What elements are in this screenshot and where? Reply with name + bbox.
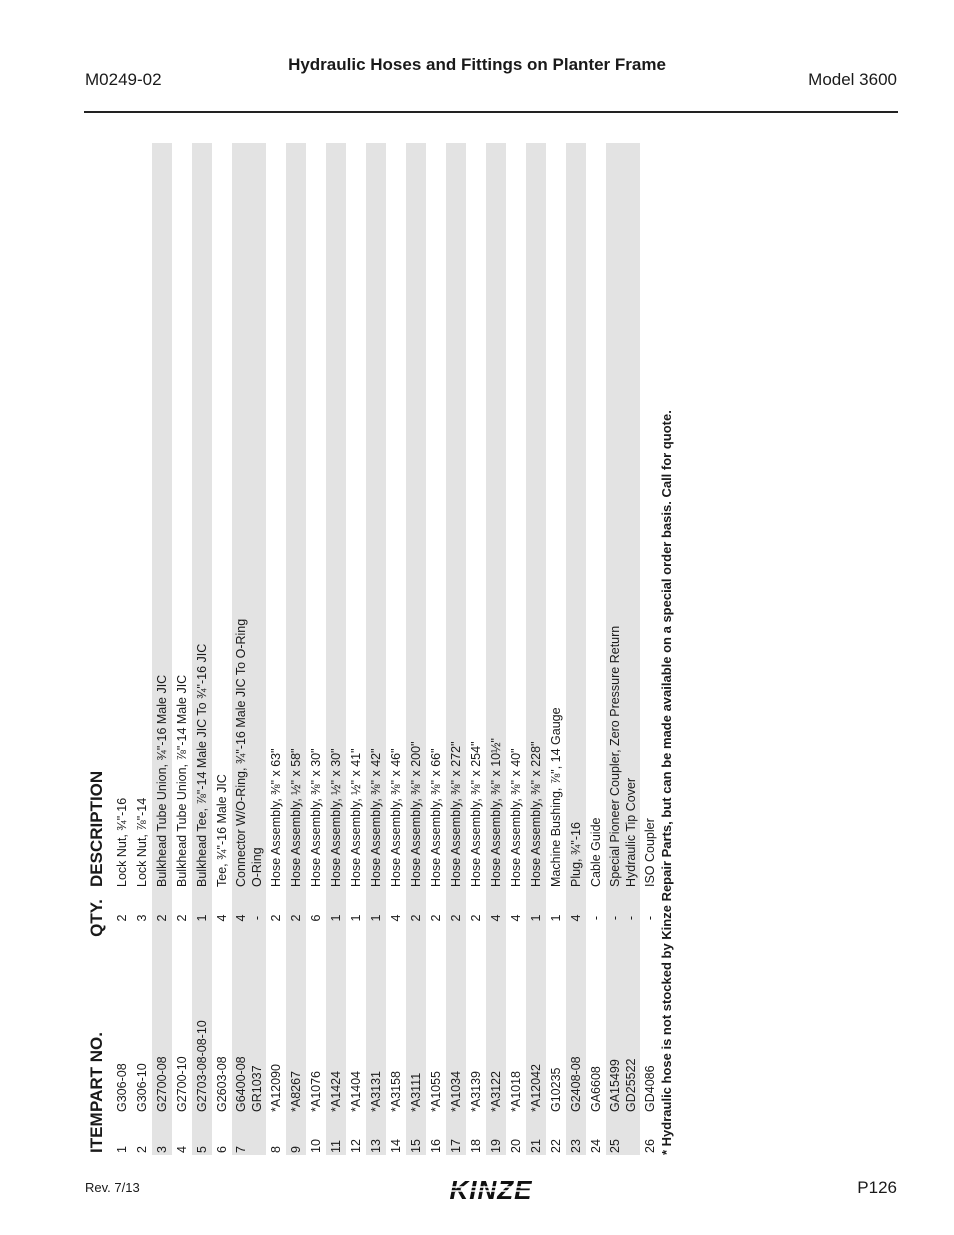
table-row xyxy=(232,143,266,1155)
description-cell: Hose Assembly, ⅜" x 63" xyxy=(269,748,283,887)
column-header-qty: QTY. xyxy=(87,899,106,937)
quantity-cell: 4 xyxy=(389,914,403,922)
part-number-cell: G2700-10 xyxy=(175,1056,189,1112)
part-number-cell: G10235 xyxy=(549,1067,563,1112)
part-number-cell: GD4086 xyxy=(643,1065,657,1112)
quantity-cell-line-1: 4 xyxy=(234,914,248,922)
description-cell: Bulkhead Tube Union, ⅞"-14 Male JIC xyxy=(175,674,189,887)
item-cell: 5 xyxy=(195,1146,209,1153)
description-cell: Hose Assembly, ⅜" x 46" xyxy=(389,748,403,887)
description-cell: Hose Assembly, ½" x 41" xyxy=(349,748,363,887)
quantity-cell: 1 xyxy=(549,914,563,922)
column-header-part-no: PART NO. xyxy=(87,1032,106,1112)
part-number-cell: *A1404 xyxy=(349,1070,363,1112)
part-number-cell: *A12090 xyxy=(269,1064,283,1112)
table-row xyxy=(366,143,386,1155)
table-row xyxy=(446,143,466,1155)
part-number-cell-line-1: GA15499 xyxy=(608,1059,622,1112)
quantity-cell: 1 xyxy=(529,914,543,922)
quantity-cell-line-2: - xyxy=(250,915,264,921)
quantity-cell: 4 xyxy=(569,914,583,922)
quantity-cell: 2 xyxy=(155,914,169,922)
table-row xyxy=(526,143,546,1155)
part-number-cell: G306-10 xyxy=(135,1063,149,1112)
table-row xyxy=(506,143,526,1155)
table-row xyxy=(132,143,152,1155)
part-number-cell: *A1034 xyxy=(449,1070,463,1112)
header-divider xyxy=(84,111,898,113)
table-row xyxy=(306,143,326,1155)
table-row xyxy=(192,143,212,1155)
quantity-cell-line-1: - xyxy=(608,915,622,921)
item-cell: 14 xyxy=(389,1139,403,1153)
item-cell: 16 xyxy=(429,1139,443,1153)
part-number-cell: *A1424 xyxy=(329,1070,343,1112)
column-header-description: DESCRIPTION xyxy=(87,770,106,887)
quantity-cell: 2 xyxy=(269,914,283,922)
table-row xyxy=(586,143,606,1155)
description-cell xyxy=(607,626,639,887)
item-cell: 7 xyxy=(234,1146,248,1153)
description-cell: Hose Assembly, ½" x 30" xyxy=(329,748,343,887)
quantity-cell: 3 xyxy=(135,914,149,922)
item-cell: 23 xyxy=(569,1139,583,1153)
description-cell-line-1: Connector W/O-Ring, ¾"-16 Male JIC To O-Ring xyxy=(234,618,248,887)
column-header-item: ITEM xyxy=(87,1112,106,1153)
description-cell: Hose Assembly, ⅜" x 228" xyxy=(529,741,543,887)
table-row xyxy=(286,143,306,1155)
quantity-cell xyxy=(233,891,265,945)
table-row xyxy=(406,143,426,1155)
description-cell xyxy=(233,619,265,887)
page-number: P126 xyxy=(857,1178,897,1197)
item-cell: 9 xyxy=(289,1146,303,1153)
item-cell: 12 xyxy=(349,1139,363,1153)
description-cell: Hose Assembly, ½" x 58" xyxy=(289,748,303,887)
part-number-cell: *A3158 xyxy=(389,1070,403,1112)
description-cell: Machine Bushing, ⅞", 14 Gauge xyxy=(549,707,563,887)
quantity-cell: 4 xyxy=(215,914,229,922)
table-row xyxy=(386,143,406,1155)
part-number-cell: *A1076 xyxy=(309,1070,323,1112)
table-row xyxy=(326,143,346,1155)
table-row xyxy=(546,143,566,1155)
item-cell: 17 xyxy=(449,1139,463,1153)
item-cell: 15 xyxy=(409,1139,423,1153)
table-row xyxy=(426,143,446,1155)
logo-text: KINZE xyxy=(449,1175,533,1205)
quantity-cell: 4 xyxy=(489,914,503,922)
quantity-cell: - xyxy=(643,915,657,921)
part-number-cell: G2700-08 xyxy=(155,1056,169,1112)
description-cell: Lock Nut, ⅞"-14 xyxy=(135,797,149,887)
part-number-cell: G2603-08 xyxy=(215,1056,229,1112)
description-cell: Tee, ¾"-16 Male JIC xyxy=(215,774,229,887)
part-number-cell xyxy=(233,1056,265,1112)
quantity-cell: 1 xyxy=(349,914,363,922)
part-number-cell: *A3122 xyxy=(489,1070,503,1112)
table-row xyxy=(486,143,506,1155)
item-cell: 6 xyxy=(215,1146,229,1153)
description-cell-line-2: Hydraulic Tip Cover xyxy=(624,777,638,887)
part-number-cell: *A8267 xyxy=(289,1070,303,1112)
item-cell: 20 xyxy=(509,1139,523,1153)
part-number-cell: *A3139 xyxy=(469,1070,483,1112)
revision-date: Rev. 7/13 xyxy=(85,1180,140,1195)
description-cell: Lock Nut, ¾"-16 xyxy=(115,797,129,887)
part-number-cell: *A12042 xyxy=(529,1064,543,1112)
description-cell: Hose Assembly, ⅜" x 30" xyxy=(309,748,323,887)
item-cell: 25 xyxy=(608,1139,622,1153)
description-cell: Hose Assembly, ⅜" x 272" xyxy=(449,741,463,887)
description-cell: Hose Assembly, ⅜" x 254" xyxy=(469,741,483,887)
item-cell: 13 xyxy=(369,1139,383,1153)
quantity-cell: 2 xyxy=(289,914,303,922)
quantity-cell: 1 xyxy=(195,914,209,922)
table-row xyxy=(212,143,232,1155)
description-cell: Hose Assembly, ⅜" x 200" xyxy=(409,741,423,887)
page-title: Hydraulic Hoses and Fittings on Planter Frame xyxy=(288,55,666,74)
part-number-cell: G306-08 xyxy=(115,1063,129,1112)
table-header-row xyxy=(85,143,109,1155)
part-number-cell-line-2: GR1037 xyxy=(250,1065,264,1112)
footnote: * Hydraulic hose is not stocked by Kinze Repair Parts, but can be made available on a special order basis. Call for quote. xyxy=(659,410,674,1155)
description-cell: Cable Guide xyxy=(589,817,603,887)
description-cell: Plug, ¾"-16 xyxy=(569,822,583,887)
part-number-cell: GA6608 xyxy=(589,1066,603,1112)
document-number: M0249-02 xyxy=(85,70,162,89)
part-number-cell-line-2: GD25522 xyxy=(624,1058,638,1112)
table-row xyxy=(112,143,132,1155)
kinze-logo xyxy=(430,1173,552,1207)
part-number-cell xyxy=(607,1058,639,1112)
quantity-cell xyxy=(607,891,639,945)
quantity-cell: 2 xyxy=(115,914,129,922)
model-name: Model 3600 xyxy=(808,70,897,89)
quantity-cell: - xyxy=(589,915,603,921)
item-cell: 2 xyxy=(135,1146,149,1153)
parts-table xyxy=(85,143,677,1155)
quantity-cell: 2 xyxy=(409,914,423,922)
item-cell: 26 xyxy=(643,1139,657,1153)
quantity-cell: 2 xyxy=(429,914,443,922)
item-cell: 18 xyxy=(469,1139,483,1153)
item-cell: 8 xyxy=(269,1146,283,1153)
quantity-cell: 2 xyxy=(175,914,189,922)
description-cell: Bulkhead Tee, ⅞"-14 Male JIC To ¾"-16 JIC xyxy=(195,643,209,887)
table-row xyxy=(466,143,486,1155)
description-cell: Hose Assembly, ⅜" x 40" xyxy=(509,748,523,887)
quantity-cell: 4 xyxy=(509,914,523,922)
quantity-cell-line-2: - xyxy=(624,915,638,921)
item-cell: 24 xyxy=(589,1139,603,1153)
quantity-cell: 6 xyxy=(309,914,323,922)
quantity-cell: 2 xyxy=(449,914,463,922)
description-cell: Hose Assembly, ⅜" x 10½" xyxy=(489,738,503,887)
item-cell: 22 xyxy=(549,1139,563,1153)
part-number-cell: *A3111 xyxy=(409,1072,423,1112)
quantity-cell: 1 xyxy=(329,914,343,922)
item-cell: 1 xyxy=(115,1146,129,1153)
table-row xyxy=(566,143,586,1155)
item-cell: 10 xyxy=(309,1139,323,1153)
item-cell: 11 xyxy=(329,1140,343,1153)
table-row xyxy=(152,143,172,1155)
item-cell: 4 xyxy=(175,1146,189,1153)
table-row xyxy=(606,143,640,1155)
description-cell-line-2: O-Ring xyxy=(250,847,264,887)
part-number-cell: *A3131 xyxy=(369,1070,383,1112)
table-row xyxy=(172,143,192,1155)
table-row xyxy=(266,143,286,1155)
part-number-cell: *A1055 xyxy=(429,1070,443,1112)
description-cell: ISO Coupler xyxy=(643,818,657,887)
part-number-cell-line-1: G6400-08 xyxy=(234,1056,248,1112)
quantity-cell: 2 xyxy=(469,914,483,922)
part-number-cell: *A1018 xyxy=(509,1070,523,1112)
description-cell-line-1: Special Pioneer Coupler, Zero Pressure Return xyxy=(608,625,622,887)
item-cell: 21 xyxy=(529,1139,543,1153)
description-cell: Hose Assembly, ⅜" x 42" xyxy=(369,748,383,887)
item-cell: 19 xyxy=(489,1139,503,1153)
item-cell: 3 xyxy=(155,1146,169,1153)
description-cell: Hose Assembly, ⅜" x 66" xyxy=(429,748,443,887)
table-row xyxy=(346,143,366,1155)
part-number-cell: G2408-08 xyxy=(569,1056,583,1112)
quantity-cell: 1 xyxy=(369,914,383,922)
part-number-cell: G2703-08-08-10 xyxy=(195,1020,209,1112)
description-cell: Bulkhead Tube Union, ¾"-16 Male JIC xyxy=(155,674,169,887)
